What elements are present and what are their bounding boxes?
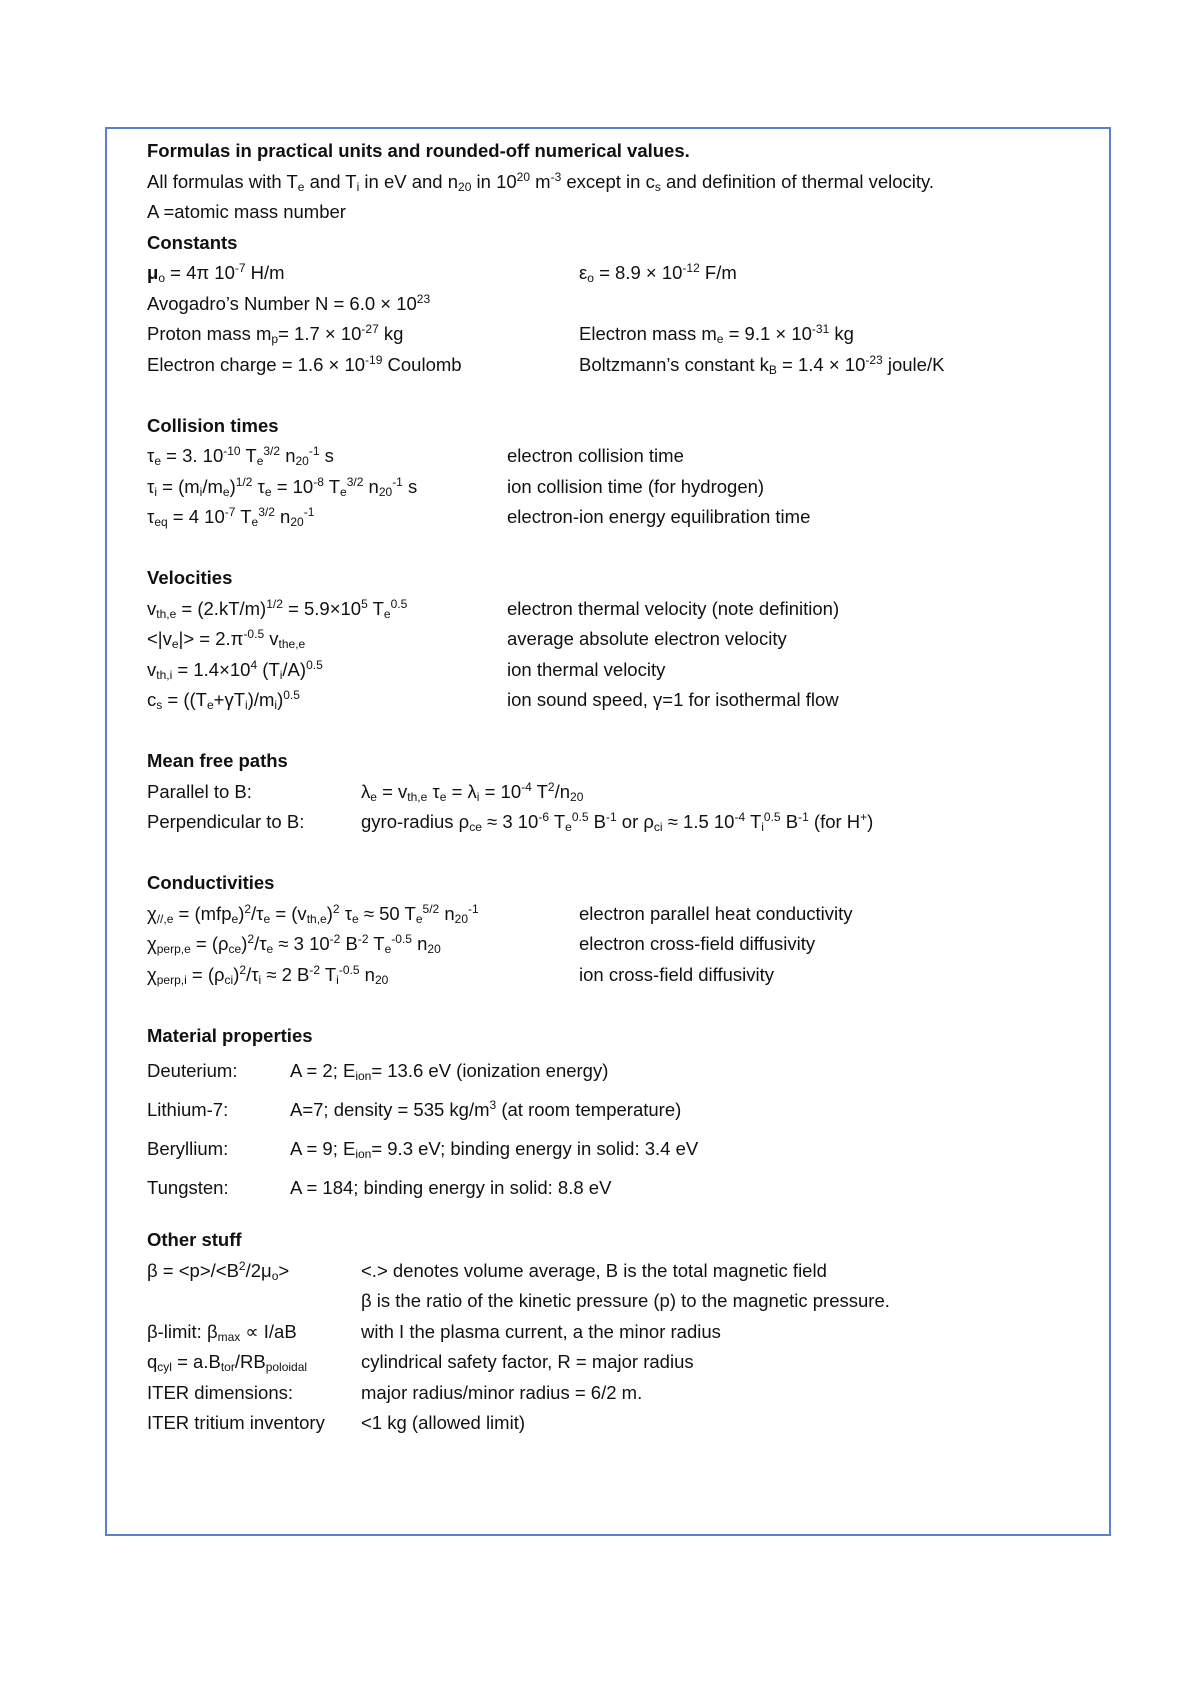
chi-perp-e-row: $\chi_{perp,e} = (\rho_{ce})^2/\tau_e \approx 3$ $10^{-2}$ $B^{-2}$ $T_e^{-0.5}$ $n_{20}$ electron cross-field diffusivity [147, 932, 816, 956]
mfp-heading: Mean free paths [147, 750, 288, 771]
electron-mass: Electron mass $m_e = 9.1 \times 10^{-31}$ kg [579, 322, 854, 346]
proton-mass: Proton mass $m_p= 1.7 \times 10^{-27}$ kg [147, 322, 404, 346]
page-title: Formulas in practical units and rounded-off numerical values. [147, 140, 690, 161]
constants-row-masses [147, 319, 1097, 350]
collision-heading: Collision times [147, 414, 279, 436]
electron-charge: Electron charge = $1.6 \times 10^{-19}$ Coulomb [147, 352, 462, 375]
abs-v-row: $<|v_e|> = 2.\pi^{-0.5}$ $v_{the,e}$ average absolute electron velocity [147, 627, 787, 651]
material-deuterium: Deuterium: A = 2; $E_{ion}= 13.6$ eV (ionization energy) [147, 1060, 609, 1083]
cs-row: $c_s = ((T_e+\gamma T_i)/m_i)^{0.5}$ ion sound speed, γ=1 for isothermal flow [147, 688, 839, 712]
constants-row-charge [147, 350, 1097, 381]
tau-e-row: $\tau_e = 3$. $10^{-10}$ $T_e^{3/2}$ $n_{20}^{-1}$ s electron collision time [147, 444, 684, 468]
conductivities-heading: Conductivities [147, 872, 275, 893]
vth-e-row: $v_{th,e} = (2.kT/m)^{1/2} = 5.9\times 10^5$ $T_e^{0.5}$ electron thermal velocity (note definition) [147, 596, 840, 621]
units-note: All formulas with $T_e$ and $T_i$ in eV and $n_{20}$ in $10^{20}$ $m^{-3}$ except in $c_s$ and definition of thermal velocity. [147, 169, 935, 194]
formula-sheet [147, 136, 1097, 1439]
mfp-perp-row: Perpendicular to B: gyro-radius $\rho_{ce} \approx 3$ $10^{-6}$ $T_e^{0.5}$ $B^{-1}$ or $\rho_{ci} \approx 1.5$ $10^{-4}$ $T_i^{0.5}$ $B^{-1}$ (for H+) [147, 810, 874, 834]
chi-perp-i-row: $\chi_{perp,i} = (\rho_{ci})^2/\tau_i \approx 2$ $B^{-2}$ $T_i^{-0.5}$ $n_{20}$ ion cross-field diffusivity [147, 962, 775, 987]
chi-par-row: $\chi_{//,e} = (mfp_e)^2/\tau_e = (v_{th,e})^2$ $\tau_e \approx 50$ $T_e^{5/2}$ $n_{20}^{-1}$ electron parallel heat conductivity [147, 901, 853, 926]
boltzmann-constant: Boltzmann’s constant $k_B = 1.4 \times 10^{-23}$ joule/K [579, 352, 945, 377]
mfp-parallel-row: Parallel to B: $\lambda_e = v_{th,e}$ $\tau_e = \lambda_i = 10^{-4}$ $T^2/n_{20}$ [147, 779, 584, 804]
beta-row: $\beta = <p>/<B^2/2\mu_o>$ <.> denotes volume average, B is the total magnetic field [147, 1258, 827, 1283]
qcyl-row: $q_{cyl} = a.B_{tor}/RB_{poloidal}$ cylindrical safety factor, R = major radius [147, 1351, 694, 1374]
mu0-formula: $\mu_o = 4\pi$ $10^{-7}$ H/m [147, 261, 285, 285]
iter-dimensions-row: ITER dimensions: major radius/minor radius = 6/2 m. [147, 1381, 643, 1403]
vth-i-row: $v_{th,i} = 1.4\times 10^4$ $(T_i/A)^{0.5}$ ion thermal velocity [147, 657, 666, 682]
beta-ratio-row: β is the ratio of the kinetic pressure (p) to the magnetic pressure. [361, 1290, 890, 1311]
constants-row-mu-eps [147, 258, 1097, 289]
beta-limit-row: β-limit: $\beta_{max} \propto I/aB$ with I the plasma current, a the minor radius [147, 1320, 721, 1344]
velocities-heading: Velocities [147, 567, 233, 588]
atomic-mass-note: A =atomic mass number [147, 201, 346, 222]
tau-eq-row: $\tau_{eq} = 4$ $10^{-7}$ $T_e^{3/2}$ $n_{20}^{-1}$ electron-ion energy equilibration time [147, 505, 811, 529]
other-heading: Other stuff [147, 1229, 242, 1250]
material-tungsten: Tungsten: A = 184; binding energy in solid: 8.8 eV [147, 1177, 612, 1198]
materials-heading: Material properties [147, 1024, 313, 1046]
tau-i-row: $\tau_i = (m_i/m_e)^{1/2}$ $\tau_e = 10^{-8}$ $T_e^{3/2}$ $n_{20}^{-1}$ s ion collision time (for hydrogen) [147, 474, 765, 499]
iter-tritium-row: ITER tritium inventory <1 kg (allowed limit) [147, 1412, 525, 1433]
constants-heading: Constants [147, 231, 238, 253]
material-lithium: Lithium-7: A=7; density = 535 $kg/m^3$ (at room temperature) [147, 1098, 682, 1120]
material-beryllium: Beryllium: A = 9; $E_{ion}= 9.3$ eV; binding energy in solid: 3.4 eV [147, 1138, 699, 1161]
eps0-formula: $\varepsilon_o = 8.9 \times 10^{-12}$ F/m [579, 261, 737, 285]
avogadro-row: Avogadro’s Number $N = 6.0 \times 10^{23}$ [147, 291, 431, 314]
